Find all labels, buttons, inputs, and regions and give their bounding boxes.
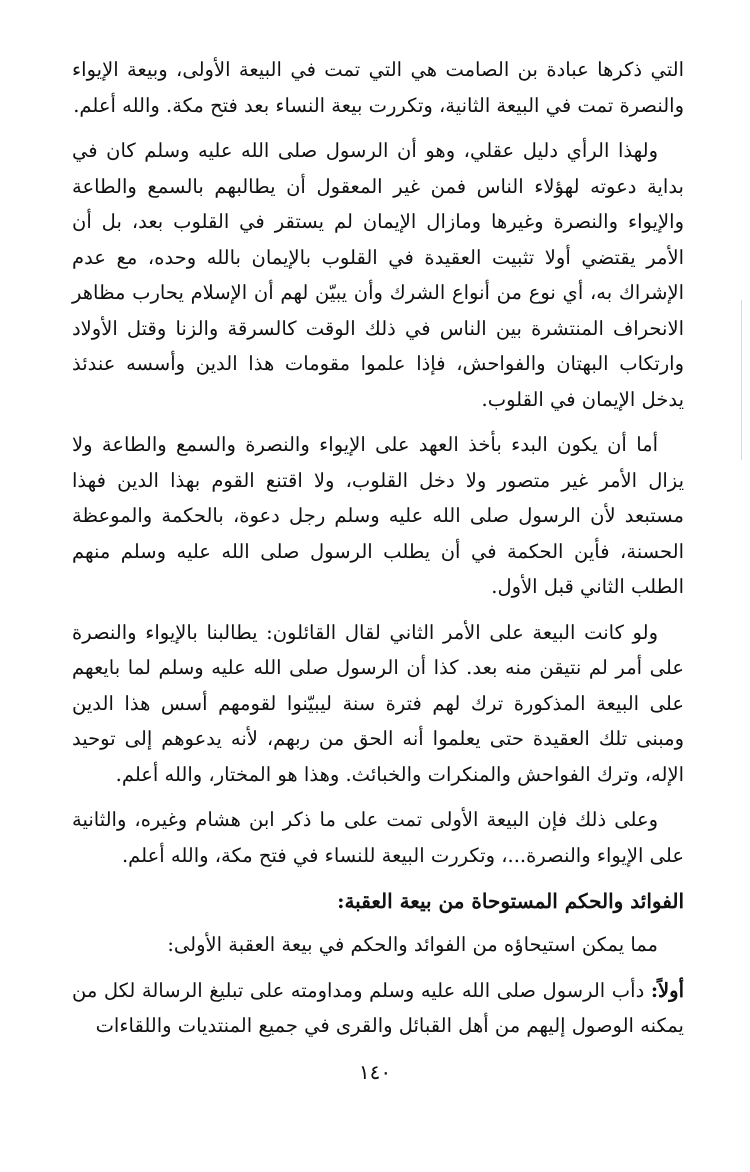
section-heading: الفوائد والحكم المستوحاة من بيعة العقبة: [337, 889, 684, 913]
paragraph-3: أما أن يكون البدء بأخذ العهد على الإيواء والنصرة والسمع والطاعة ولا يزال الأمر غير متصور ولا دخل القلوب، ولا اقتنع القوم بهذا الدين فهذا مستبعد لأن الرسول صلى الله عليه وسلم رجل دعوة، بالحكمة والموعظة الحسنة، فأين الحكمة في أن يطلب الرسول صلى الله عليه وسلم منهم الطلب الثاني قبل الأول. [72, 433, 684, 598]
paragraph-4: ولو كانت البيعة على الأمر الثاني لقال القائلون: يطالبنا بالإيواء والنصرة على أمر لم نتيقن منه بعد. كذا أن الرسول صلى الله عليه وسلم لما بايعهم على البيعة المذكورة ترك لهم فترة سنة ليبيّنوا لقومهم أسس هذا الدين ومبنى تلك العقيدة حتى يعلموا أنه الحق من ربهم، لأنه يدعوهم إلى توحيد الإله، وترك الفواحش والمنكرات والخبائث. وهذا هو المختار، والله أعلم. [72, 620, 684, 786]
section-intro: مما يمكن استيحاؤه من الفوائد والحكم في بيعة العقبة الأولى: [167, 933, 658, 956]
scan-margin-line [741, 300, 742, 460]
page-number: ١٤٠ [358, 1060, 392, 1084]
point-one-label: أولاً: [650, 978, 684, 1002]
paragraph-5: وعلى ذلك فإن البيعة الأولى تمت على ما ذكر ابن هشام وغيره، والثانية على الإيواء والنصرة...، وتكررت البيعة للنساء في فتح مكة، والله أعلم. [72, 808, 684, 867]
point-one [72, 973, 684, 1044]
page-body [72, 52, 684, 1054]
point-one-text: دأب الرسول صلى الله عليه وسلم ومداومته على تبليغ الرسالة لكل من يمكنه الوصول إليهم من أهل القبائل والقرى في جميع المنتديات واللقاءات [72, 978, 684, 1037]
paragraph-1: التي ذكرها عبادة بن الصامت هي التي تمت في البيعة الأولى، وبيعة الإيواء والنصرة تمت في البيعة الثانية، وتكررت بيعة النساء بعد فتح مكة. والله أعلم. [72, 58, 684, 117]
paragraph-2: ولهذا الرأي دليل عقلي، وهو أن الرسول صلى الله عليه وسلم كان في بداية دعوته لهؤلاء الناس فمن غير المعقول أن يطالبهم بالسمع والطاعة والإيواء والنصرة وغيرها ومازال الإيمان لم يستقر في القلوب بعد، بل أن الأمر يقتضي أولا تثبيت العقيدة في القلوب بالإيمان بالله وحده، مع عدم الإشراك به، أي نوع من أنواع الشرك وأن يبيّن لهم أن الإسلام يحارب مظاهر الانحراف المنتشرة بين الناس في ذلك الوقت كالسرقة والزنا وقتل الأولاد وارتكاب البهتان والفواحش، فإذا علموا مقومات هذا الدين وأسسه عندئذ يدخل الإيمان في القلوب. [72, 139, 684, 411]
